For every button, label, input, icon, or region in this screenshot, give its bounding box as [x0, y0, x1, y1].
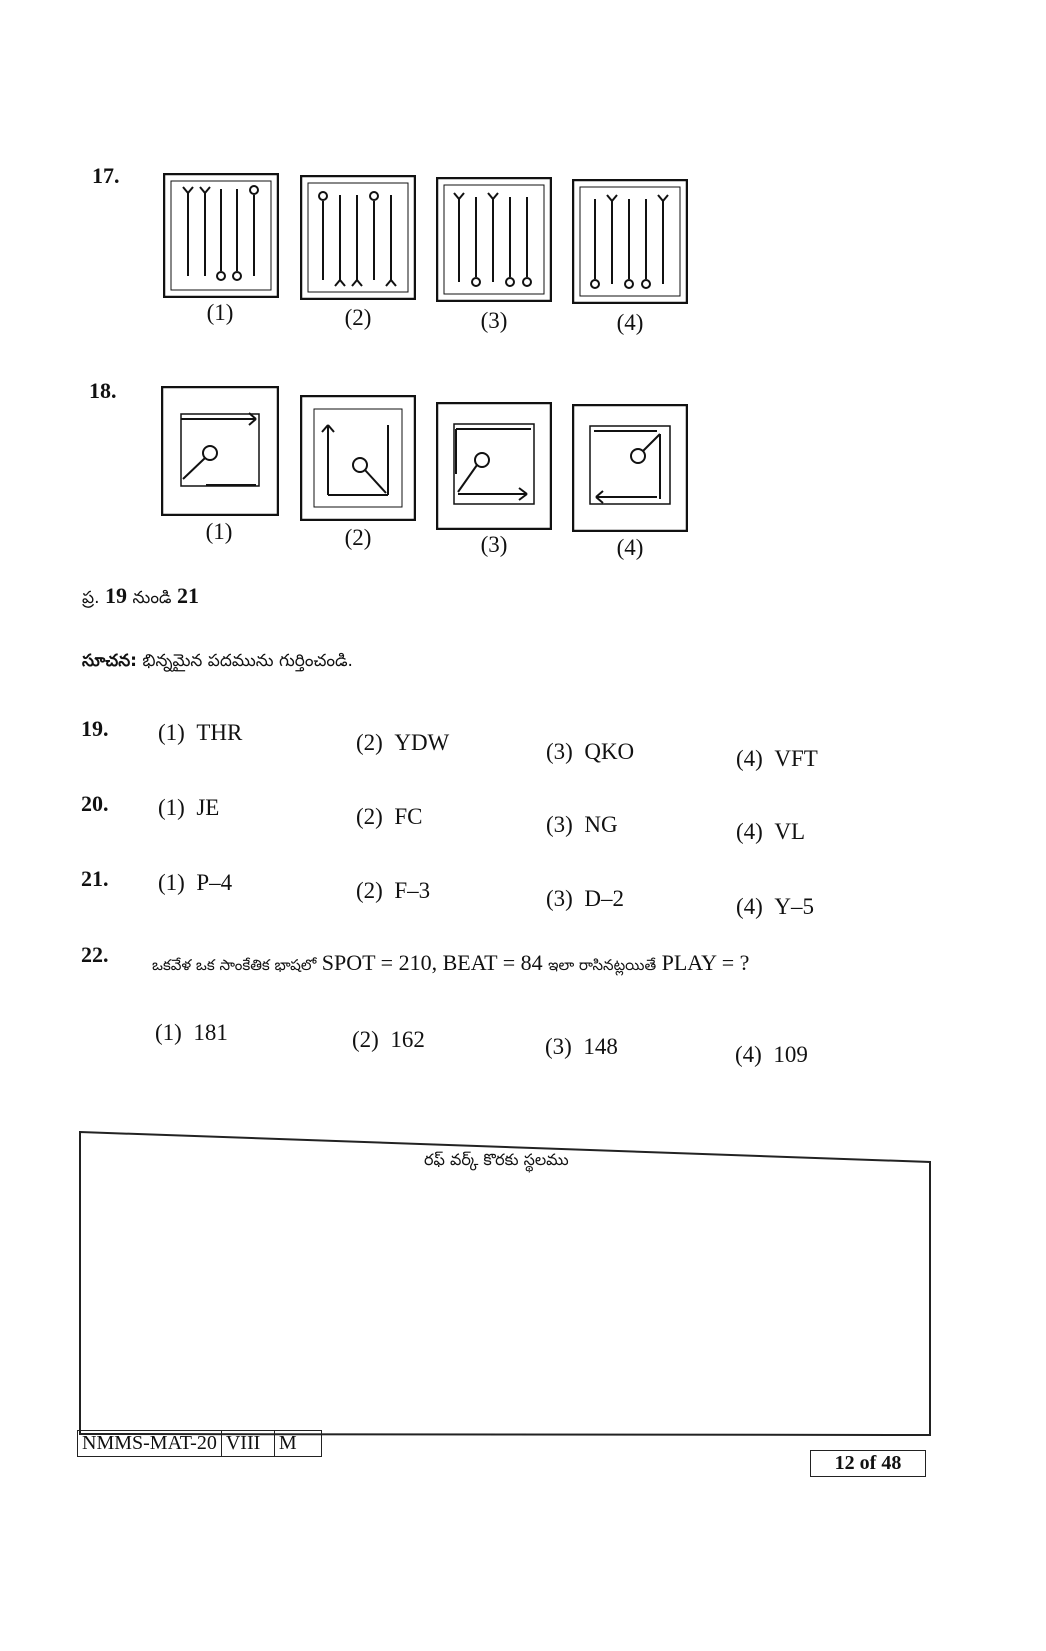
q20-option-3: (3) NG: [546, 812, 618, 837]
q19-option-1: (1) THR: [158, 720, 243, 745]
q18-label-2: (2): [344, 525, 372, 550]
q19-option-4: (4) VFT: [736, 746, 818, 771]
heading-prefix: ప్ర.: [82, 588, 100, 608]
q21-option-2: (2) F–3: [356, 878, 431, 903]
rough-work-title: రఫ్ వర్క్ కొరకు స్థలము: [424, 1150, 569, 1169]
heading-mid: నుండి: [132, 588, 172, 608]
q18-label-4: (4): [616, 535, 644, 560]
q19-number: 19.: [81, 716, 109, 741]
q22-option-4: (4) 109: [735, 1042, 808, 1067]
q19-option-3: (3) QKO: [546, 739, 635, 764]
q22-text-telugu-2: ఇలా రాసినట్లయితే: [548, 956, 657, 974]
q20-number: 20.: [81, 791, 109, 816]
instruction-text: భిన్నమైన పదమును గుర్తించండి.: [142, 651, 353, 671]
q20-option-1: (1) JE: [158, 795, 220, 820]
q22-option-2: (2) 162: [352, 1027, 425, 1052]
q22-number: 22.: [81, 942, 109, 967]
q22-option-3: (3) 148: [545, 1034, 618, 1059]
heading-to: 21: [177, 583, 200, 608]
footer-medium: M: [274, 1430, 322, 1457]
q18-label-3: (3): [480, 532, 508, 557]
page-number: 12 of 48: [810, 1450, 926, 1477]
q22-text-telugu-1: ఒకవేళ ఒక సాంకేతిక భాషలో: [152, 956, 317, 974]
q17-number: 17.: [92, 163, 120, 188]
q21-option-4: (4) Y–5: [736, 894, 814, 919]
q22-text-code: SPOT = 210, BEAT = 84: [321, 950, 543, 975]
footer-class: VIII: [221, 1430, 274, 1457]
q20-option-2: (2) FC: [356, 804, 423, 829]
q17-label-2: (2): [344, 305, 372, 330]
footer-code: NMMS-MAT-20: [77, 1430, 221, 1457]
q17-label-3: (3): [480, 308, 508, 333]
q22-option-1: (1) 181: [155, 1020, 228, 1045]
q21-number: 21.: [81, 866, 109, 891]
instruction-label: సూచన:: [82, 651, 137, 671]
q21-option-3: (3) D–2: [546, 886, 624, 911]
q20-option-4: (4) VL: [736, 819, 805, 844]
q21-option-1: (1) P–4: [158, 870, 233, 895]
q17-label-1: (1): [206, 300, 234, 325]
heading-from: 19: [105, 583, 127, 608]
footer-code-strip: [77, 1430, 322, 1457]
q18-number: 18.: [89, 378, 117, 403]
q17-label-4: (4): [616, 310, 644, 335]
q22-text-end: PLAY = ?: [661, 950, 750, 975]
q19-option-2: (2) YDW: [356, 730, 450, 755]
q18-label-1: (1): [205, 519, 233, 544]
